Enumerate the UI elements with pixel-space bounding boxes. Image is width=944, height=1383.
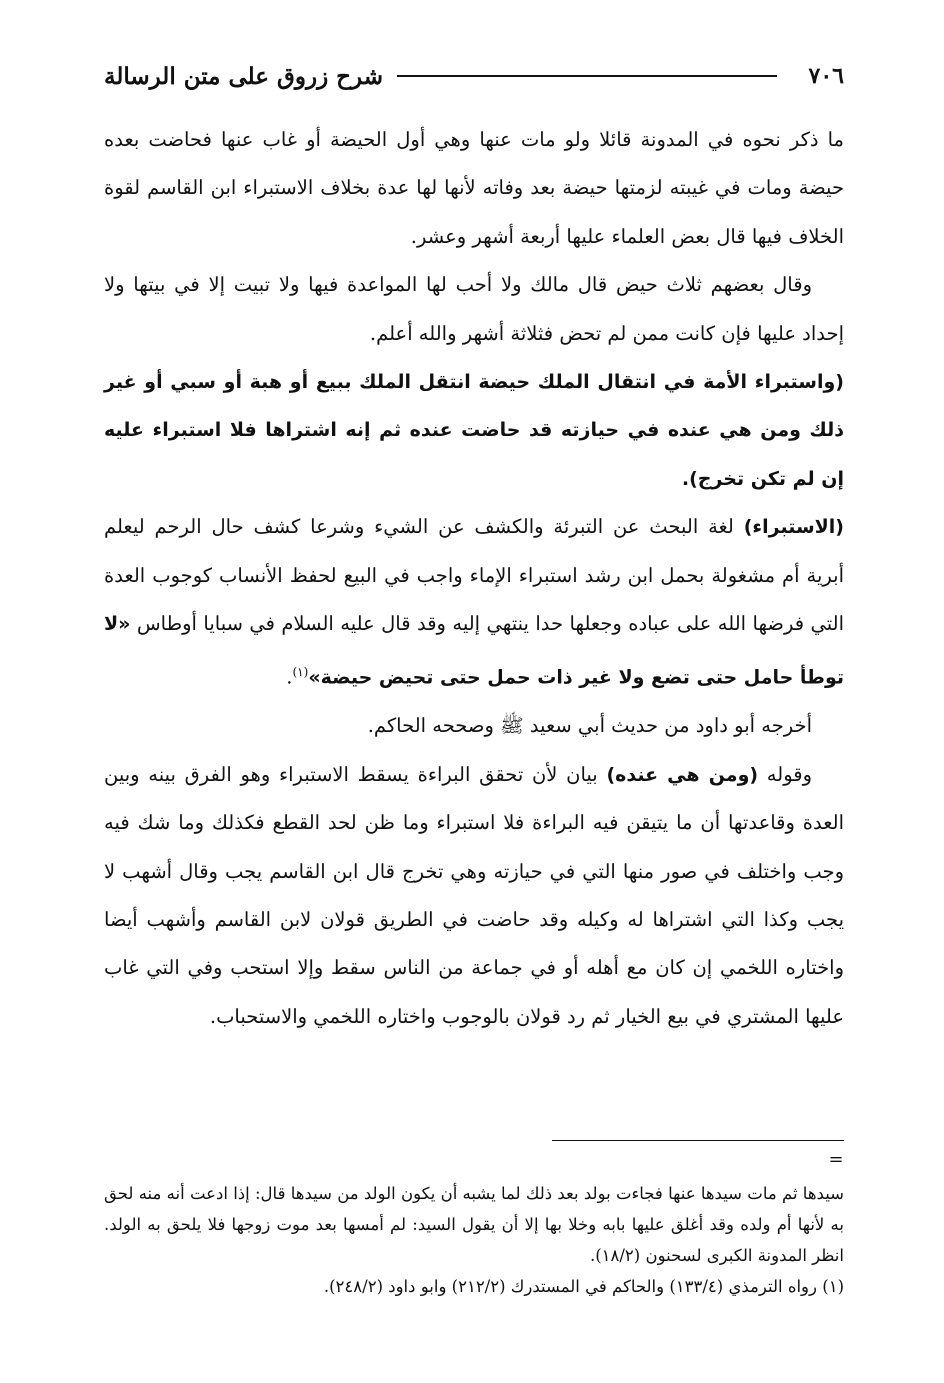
paragraph-5: أخرجه أبو داود من حديث أبي سعيد ﷺ وصححه الحاكم. (367, 714, 812, 738)
matn-paragraph: (واستبراء الأمة في انتقال الملك حيضة انتقل الملك ببيع أو هبة أو سبي أو غير ذلك ومن هي عنده في حيازته قد حاضت عنده ثم إنه اشتراها فلا استبراء عليه إن لم تكن تخرج). (104, 371, 844, 490)
paragraph-2: وقال بعضهم ثلاث حيض قال مالك ولا أحب لها المواعدة فيها ولا تبيت إلا في بيتها ولا إحداد عليها فإن كانت ممن لم تحض فثلاثة أشهر والله أعلم. (104, 273, 844, 345)
main-text (104, 116, 844, 1041)
paragraph-6-text: بيان لأن تحقق البراءة يسقط الاستبراء وهو الفرق بينه وبين العدة وقاعدتها أن ما يتيقن فيه البراءة فلا استبراء وما ظن لحد القطع فكذلك وما شك فيه وجب واختلف في صور منها التي في حيازته وهي تخرج قال ابن القاسم يجب وقال أشهب لا يجب وكذا التي اشتراها له وكيله وقد حاضت في الطريق قولان لابن القاسم وأشهب أيضا واختاره اللخمي إن كان مع أهله أو في جماعة من الناس سقط وإلا استحب وفي التي غاب عليها المشتري في بيع الخيار ثم رد قولان بالوجوب واختاره اللخمي والاستحباب. (104, 762, 844, 1028)
paragraph-6 (104, 751, 844, 1041)
footnotes (104, 1178, 844, 1302)
paragraph-1: ما ذكر نحوه في المدونة قائلا ولو مات عنها وهي أول الحيضة أو غاب عنها فحاضت بعده حيضة ومات في غيبته لزمتها حيضة بعد وفاته لأنها لها عدة بخلاف الاستبراء ابن القاسم لقوة الخلاف فيها قال بعض العلماء عليها أربعة أشهر وعشر. (104, 128, 844, 248)
footnote-ref-1: (١) (292, 665, 309, 680)
running-title: شرح زروق على متن الرسالة (104, 62, 383, 90)
paragraph-4 (104, 503, 844, 702)
paragraph-4-text: لغة البحث عن التبرئة والكشف عن الشيء وشرعا كشف حال الرحم ليعلم أبرية أم مشغولة بحمل ابن رشد استبراء الإماء واجب في البيع لحفظ الأنساب كوجوب العدة التي فرضها الله على عباده وجعلها حدا ينتهي إليه وقد قال عليه السلام في سبايا أوطاس (104, 515, 844, 636)
paragraph-4-end: . (286, 665, 293, 689)
term-man-hiya-indahu: (ومن هي عنده) (606, 763, 759, 786)
page-header (104, 58, 844, 94)
page-number: ٧٠٦ (808, 63, 844, 89)
footnote-continuation: سيدها ثم مات سيدها عنها فجاءت بولد بعد ذلك لما يشبه أن يكون الولد من سيدها قال: إذا ادعت أنه منه لحق به لأنها أم ولده وقد أغلق عليها بابه وخلا بها إلا أن يقول السيد: لم أمسها بعد موت زوجها فلا يلحق به الولد. انظر المدونة الكبرى لسحنون (١٨/٢). (104, 1184, 844, 1265)
footnote-1: (١) رواه الترمذي (١٣٣/٤) والحاكم في المستدرك (٢١٢/٢) وابو داود (٢٤٨/٢). (323, 1277, 844, 1296)
hadith-quote: «لا توطأ حامل حتى تضع ولا غير ذات حمل حتى تحيض حيضة» (104, 613, 844, 689)
header-rule (397, 75, 777, 77)
footnote-divider (552, 1140, 844, 1141)
footnote-continuation-mark: = (828, 1149, 844, 1170)
paragraph-6-start: وقوله (758, 762, 813, 786)
term-istibra: (الاستبراء) (743, 516, 844, 539)
